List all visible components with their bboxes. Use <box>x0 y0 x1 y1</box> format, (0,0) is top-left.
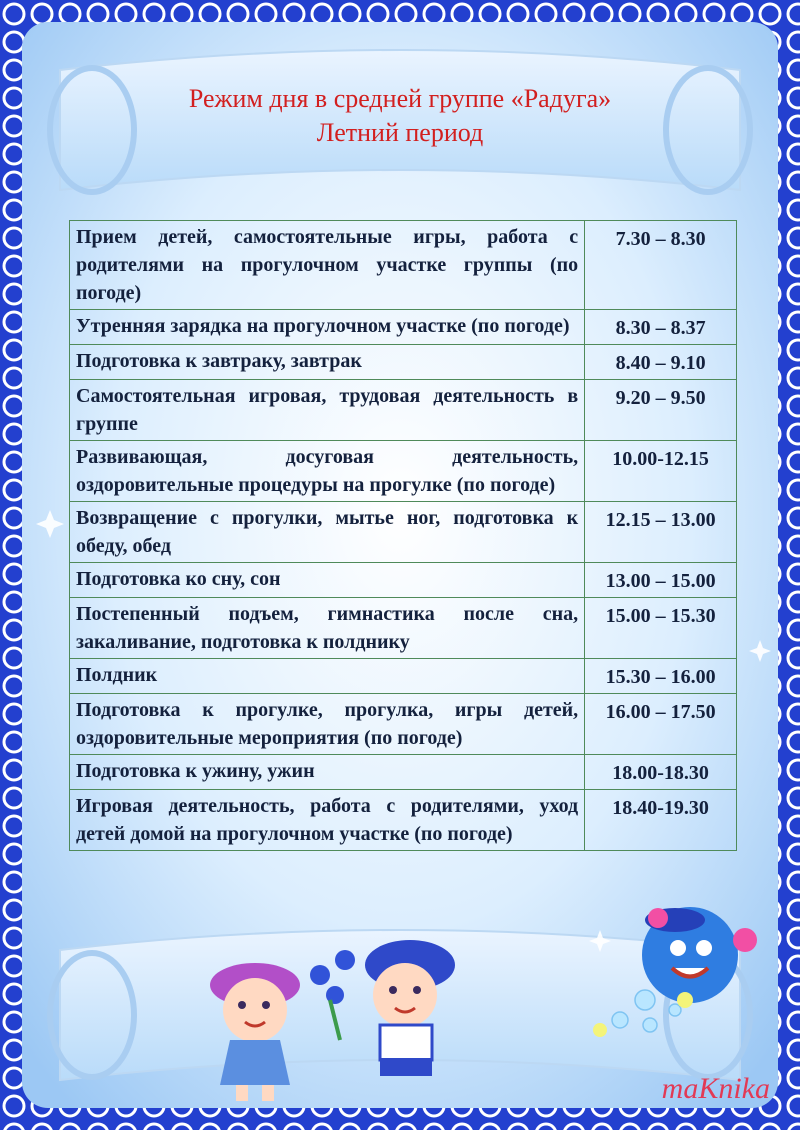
schedule-row <box>70 221 737 310</box>
schedule-time: 18.40-19.30 <box>585 790 737 851</box>
daily-schedule-table <box>69 220 737 851</box>
schedule-time: 12.15 – 13.00 <box>585 502 737 563</box>
schedule-time: 15.30 – 16.00 <box>585 659 737 694</box>
schedule-activity: Подготовка к ужину, ужин <box>70 755 585 790</box>
schedule-row <box>70 659 737 694</box>
schedule-activity: Самостоятельная игровая, трудовая деятельность в группе <box>70 380 585 441</box>
schedule-row <box>70 345 737 380</box>
title-line-2: Летний период <box>316 118 484 147</box>
schedule-activity: Прием детей, самостоятельные игры, работа с родителями на прогулочном участке группы (по погоде) <box>70 221 585 310</box>
schedule-activity: Подготовка к прогулке, прогулка, игры детей, оздоровительные мероприятия (по погоде) <box>70 694 585 755</box>
schedule-time: 10.00-12.15 <box>585 441 737 502</box>
schedule-activity: Возвращение с прогулки, мытье ног, подготовка к обеду, обед <box>70 502 585 563</box>
schedule-activity: Полдник <box>70 659 585 694</box>
schedule-row <box>70 755 737 790</box>
author-signature: maKnika <box>661 1072 770 1105</box>
schedule-time: 16.00 – 17.50 <box>585 694 737 755</box>
schedule-time: 18.00-18.30 <box>585 755 737 790</box>
schedule-time: 15.00 – 15.30 <box>585 598 737 659</box>
schedule-row <box>70 310 737 345</box>
schedule-row <box>70 441 737 502</box>
schedule-time: 8.40 – 9.10 <box>585 345 737 380</box>
schedule-activity: Подготовка ко сну, сон <box>70 563 585 598</box>
schedule-time: 9.20 – 9.50 <box>585 380 737 441</box>
schedule-time: 7.30 – 8.30 <box>585 221 737 310</box>
schedule-row <box>70 502 737 563</box>
schedule-row <box>70 598 737 659</box>
title-line-1: Режим дня в средней группе «Радуга» <box>188 84 612 113</box>
schedule-activity: Развивающая, досуговая деятельность, оздоровительные процедуры на прогулке (по погоде) <box>70 441 585 502</box>
schedule-activity: Подготовка к завтраку, завтрак <box>70 345 585 380</box>
schedule-time: 8.30 – 8.37 <box>585 310 737 345</box>
schedule-activity: Утренняя зарядка на прогулочном участке (по погоде) <box>70 310 585 345</box>
schedule-row <box>70 380 737 441</box>
schedule-row <box>70 563 737 598</box>
schedule-row <box>70 790 737 851</box>
schedule-time: 13.00 – 15.00 <box>585 563 737 598</box>
schedule-activity: Игровая деятельность, работа с родителями, уход детей домой на прогулочном участке (по погоде) <box>70 790 585 851</box>
schedule-activity: Постепенный подъем, гимнастика после сна, закаливание, подготовка к полднику <box>70 598 585 659</box>
page-title <box>100 82 700 150</box>
schedule-row <box>70 694 737 755</box>
